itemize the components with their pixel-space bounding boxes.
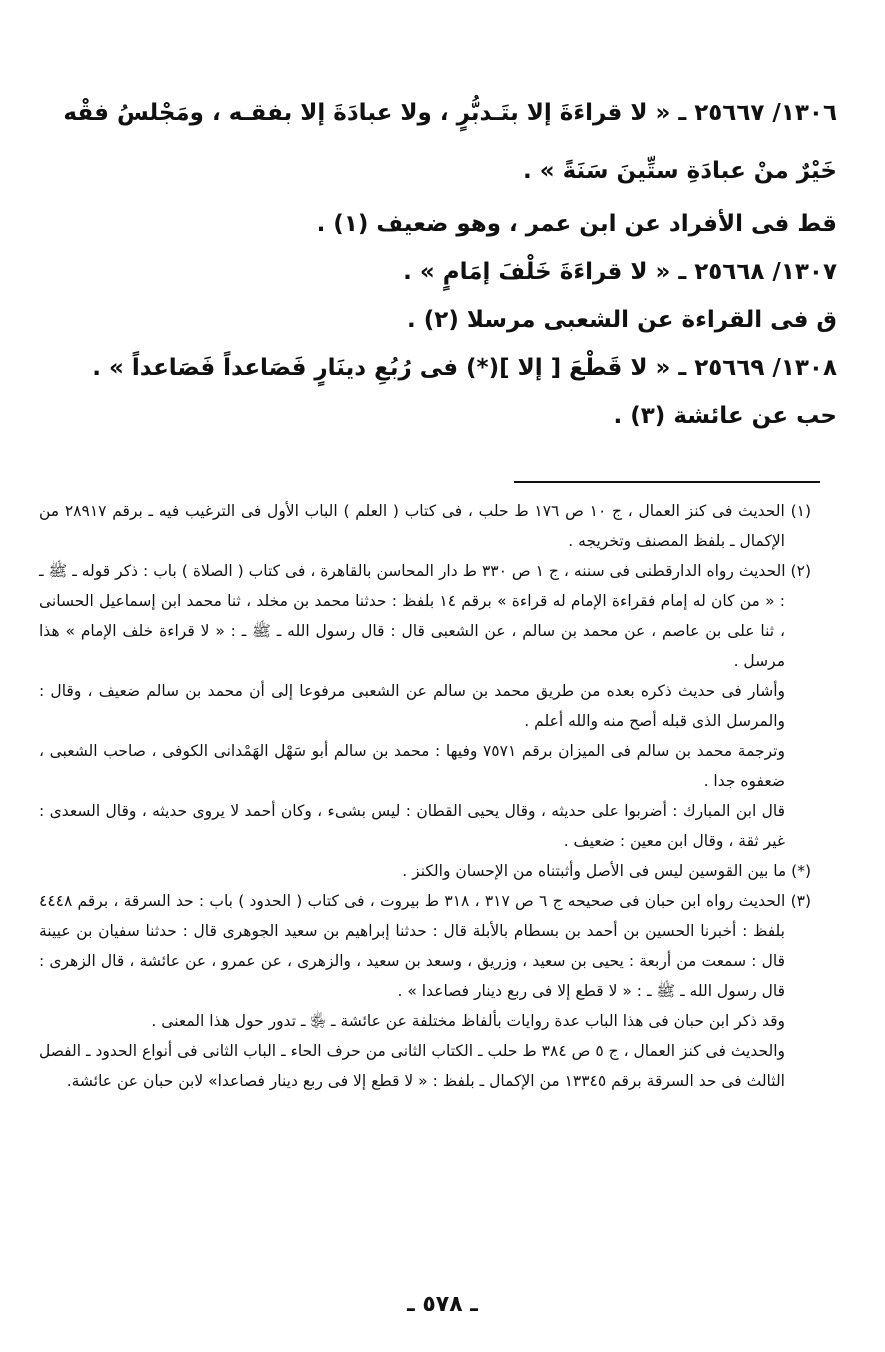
hadith-1308: ١٣٠٨/ ٢٥٦٦٩ ـ « لا قَطْعَ [ إلا ](*) فى رُبُعِ دينَارٍ فَصَاعداً فَصَاعداً » . <box>92 355 837 381</box>
footnote-3-para-3: والحديث فى كنز العمال ، ج ٥ ص ٣٨٤ ط حلب ـ الكتاب الثانى من حرف الحاء ـ الباب الثانى فى أنواع الحدود ـ الفصل الثالث فى حد السرقة برقم ١٣٣٤٥ من الإكمال ـ بلفظ : « لا قطع إلا فى ربع دينار فصاعدا» لابن حبان عن عائشة. <box>39 1042 786 1090</box>
footnote-separator <box>514 481 820 483</box>
footnotes <box>39 496 811 1096</box>
footnote-2-para-3: وترجمة محمد بن سالم فى الميزان برقم ٧٥٧١ وفيها : محمد بن سالم أبو سَهْل الهَمْدانى الكوفى ، صاحب الشعبى ، ضعفوه جدا . <box>39 742 785 790</box>
hadith-1307: ١٣٠٧/ ٢٥٦٦٨ ـ « لا قراءَةَ خَلْفَ إمَامٍ » . <box>403 259 837 285</box>
hadith-1307-source: ق فى القراءة عن الشعبى مرسلا (٢) . <box>407 307 837 333</box>
hadith-1306: ١٣٠٦/ ٢٥٦٦٧ ـ « لا قراءَةَ إلا بتَـدبُّرٍ ، ولا عبادَةَ إلا بفقـه ، ومَجْلسُ فقْه خَيْرٌ منْ عبادَةِ ستِّينَ سَنَةً » . <box>63 100 837 184</box>
hadith-1308-source: حب عن عائشة (٣) . <box>613 403 837 429</box>
footnote-1: (١) الحديث فى كنز العمال ، ج ١٠ ص ١٧٦ ط حلب ، فى كتاب ( العلم ) الباب الأول فى الترغيب فيه ـ برقم ٢٨٩١٧ من الإكمال ـ بلفظ المصنف وتخريجه . <box>39 502 812 550</box>
footnote-2-para-2: وأشار فى حديث ذكره بعده من طريق محمد بن سالم عن الشعبى مرفوعا إلى أن محمد بن سالم ضعيف ، وقال : والمرسل الذى قبله أصح منه والله أعلم . <box>39 682 785 730</box>
main-text <box>47 84 837 440</box>
footnote-3-para-2: وقد ذكر ابن حبان فى هذا الباب عدة روايات بألفاظ مختلفة عن عائشة ـ ﵂ ـ تدور حول هذا المعنى . <box>151 1012 785 1030</box>
page-number: ـ ٥٧٨ ـ <box>407 1292 478 1317</box>
footnote-star: (*) ما بين القوسين ليس فى الأصل وأثبتناه من الإحسان والكنز . <box>402 862 811 880</box>
footnote-2: (٢) الحديث رواه الدارقطنى فى سننه ، ج ١ ص ٣٣٠ ط دار المحاسن بالقاهرة ، فى كتاب ( الصلاة ) باب : ذكر قوله ـ ﷺ ـ : « من كان له إمام فقراءة الإمام له قراءة » برقم ١٤ بلفظ : حدثنا محمد بن مخلد ، ثنا محمد ابن إسماعيل الحسانى ، ثنا على بن عاصم ، عن محمد بن سالم ، عن الشعبى قال : قال رسول الله ـ ﷺ ـ : « لا قراءة خلف الإمام » هذا مرسل . <box>39 562 811 670</box>
hadith-1306-source: قط فى الأفراد عن ابن عمر ، وهو ضعيف (١) . <box>316 211 837 237</box>
footnote-3: (٣) الحديث رواه ابن حبان فى صحيحه ج ٦ ص ٣١٧ ، ٣١٨ ط بيروت ، فى كتاب ( الحدود ) باب : حد السرقة ، برقم ٤٤٤٨ بلفظ : أخبرنا الحسين بن أحمد بن بسطام بالأبلة قال : حدثنا إبراهيم بن سعيد الجوهرى قال : حدثنا سفيان بن عيينة قال : سمعت من أربعة : يحيى بن سعيد ، وزريق ، وسعد بن سعيد ، والزهرى ، عن عمرو ، عن عائشة ، قال الزهرى : قال رسول الله ـ ﷺ ـ : « لا قطع إلا فى ربع دينار فصاعدا » . <box>39 892 812 1000</box>
footnote-2-para-4: قال ابن المبارك : أضربوا على حديثه ، وقال يحيى القطان : ليس بشىء ، وكان أحمد لا يروى حديثه ، وقال السعدى : غير ثقة ، وقال ابن معين : ضعيف . <box>39 802 785 850</box>
